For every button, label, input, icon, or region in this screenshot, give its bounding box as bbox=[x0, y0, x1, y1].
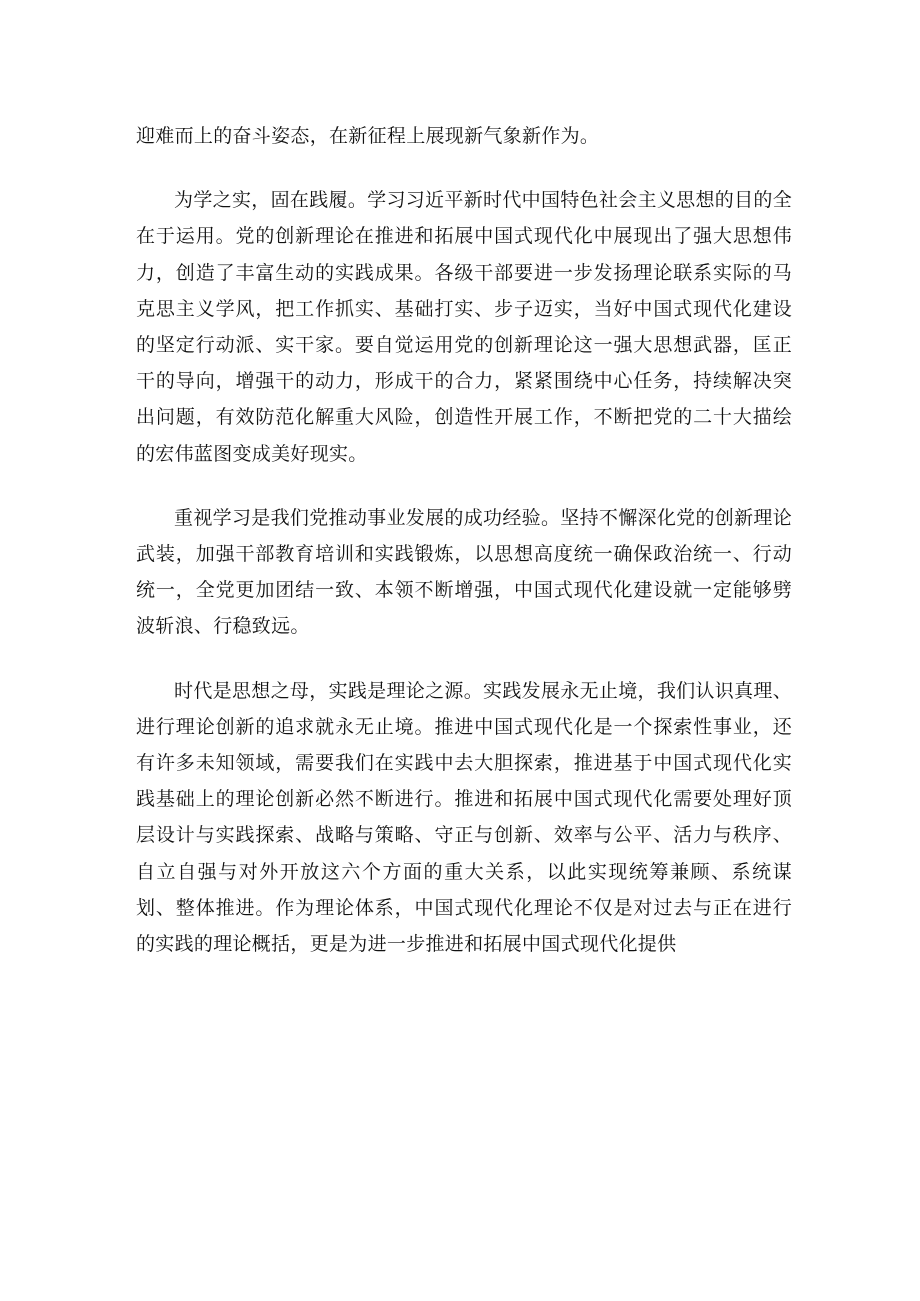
document-body bbox=[136, 118, 792, 962]
paragraph-spacer bbox=[136, 154, 792, 182]
paragraph-study-experience: 重视学习是我们党推动事业发展的成功经验。坚持不懈深化党的创新理论武装，加强干部教育培训和实践锻炼，以思想高度统一确保政治统一、行动统一，全党更加团结一致、本领不断增强，中国式现代化建设就一定能够劈波斩浪、行稳致远。 bbox=[136, 506, 792, 638]
paragraph-continued: 迎难而上的奋斗姿态，在新征程上展现新气象新作为。 bbox=[136, 125, 600, 147]
paragraph-spacer bbox=[136, 472, 792, 500]
paragraph-spacer bbox=[136, 645, 792, 673]
paragraph-practice: 为学之实，固在践履。学习习近平新时代中国特色社会主义思想的目的全在于运用。党的创新理论在推进和拓展中国式现代化中展现出了强大思想伟力，创造了丰富生动的实践成果。各级干部要进一步发扬理论联系实际的马克思主义学风，把工作抓实、基础打实、步子迈实，当好中国式现代化建设的坚定行动派、实干家。要自觉运用党的创新理论这一强大思想武器，匡正干的导向，增强干的动力，形成干的合力，紧紧围绕中心任务，持续解决突出问题，有效防范化解重大风险，创造性开展工作，不断把党的二十大描绘的宏伟蓝图变成美好现实。 bbox=[136, 189, 792, 465]
paragraph-era-and-practice: 时代是思想之母，实践是理论之源。实践发展永无止境，我们认识真理、进行理论创新的追求就永无止境。推进中国式现代化是一个探索性事业，还有许多未知领域，需要我们在实践中去大胆探索，推进基于中国式现代化实践基础上的理论创新必然不断进行。推进和拓展中国式现代化需要处理好顶层设计与实践探索、战略与策略、守正与创新、效率与公平、活力与秩序、自立自强与对外开放这六个方面的重大关系，以此实现统筹兼顾、系统谋划、整体推进。作为理论体系，中国式现代化理论不仅是对过去与正在进行的实践的理论概括，更是为进一步推进和拓展中国式现代化提供 bbox=[136, 679, 792, 956]
